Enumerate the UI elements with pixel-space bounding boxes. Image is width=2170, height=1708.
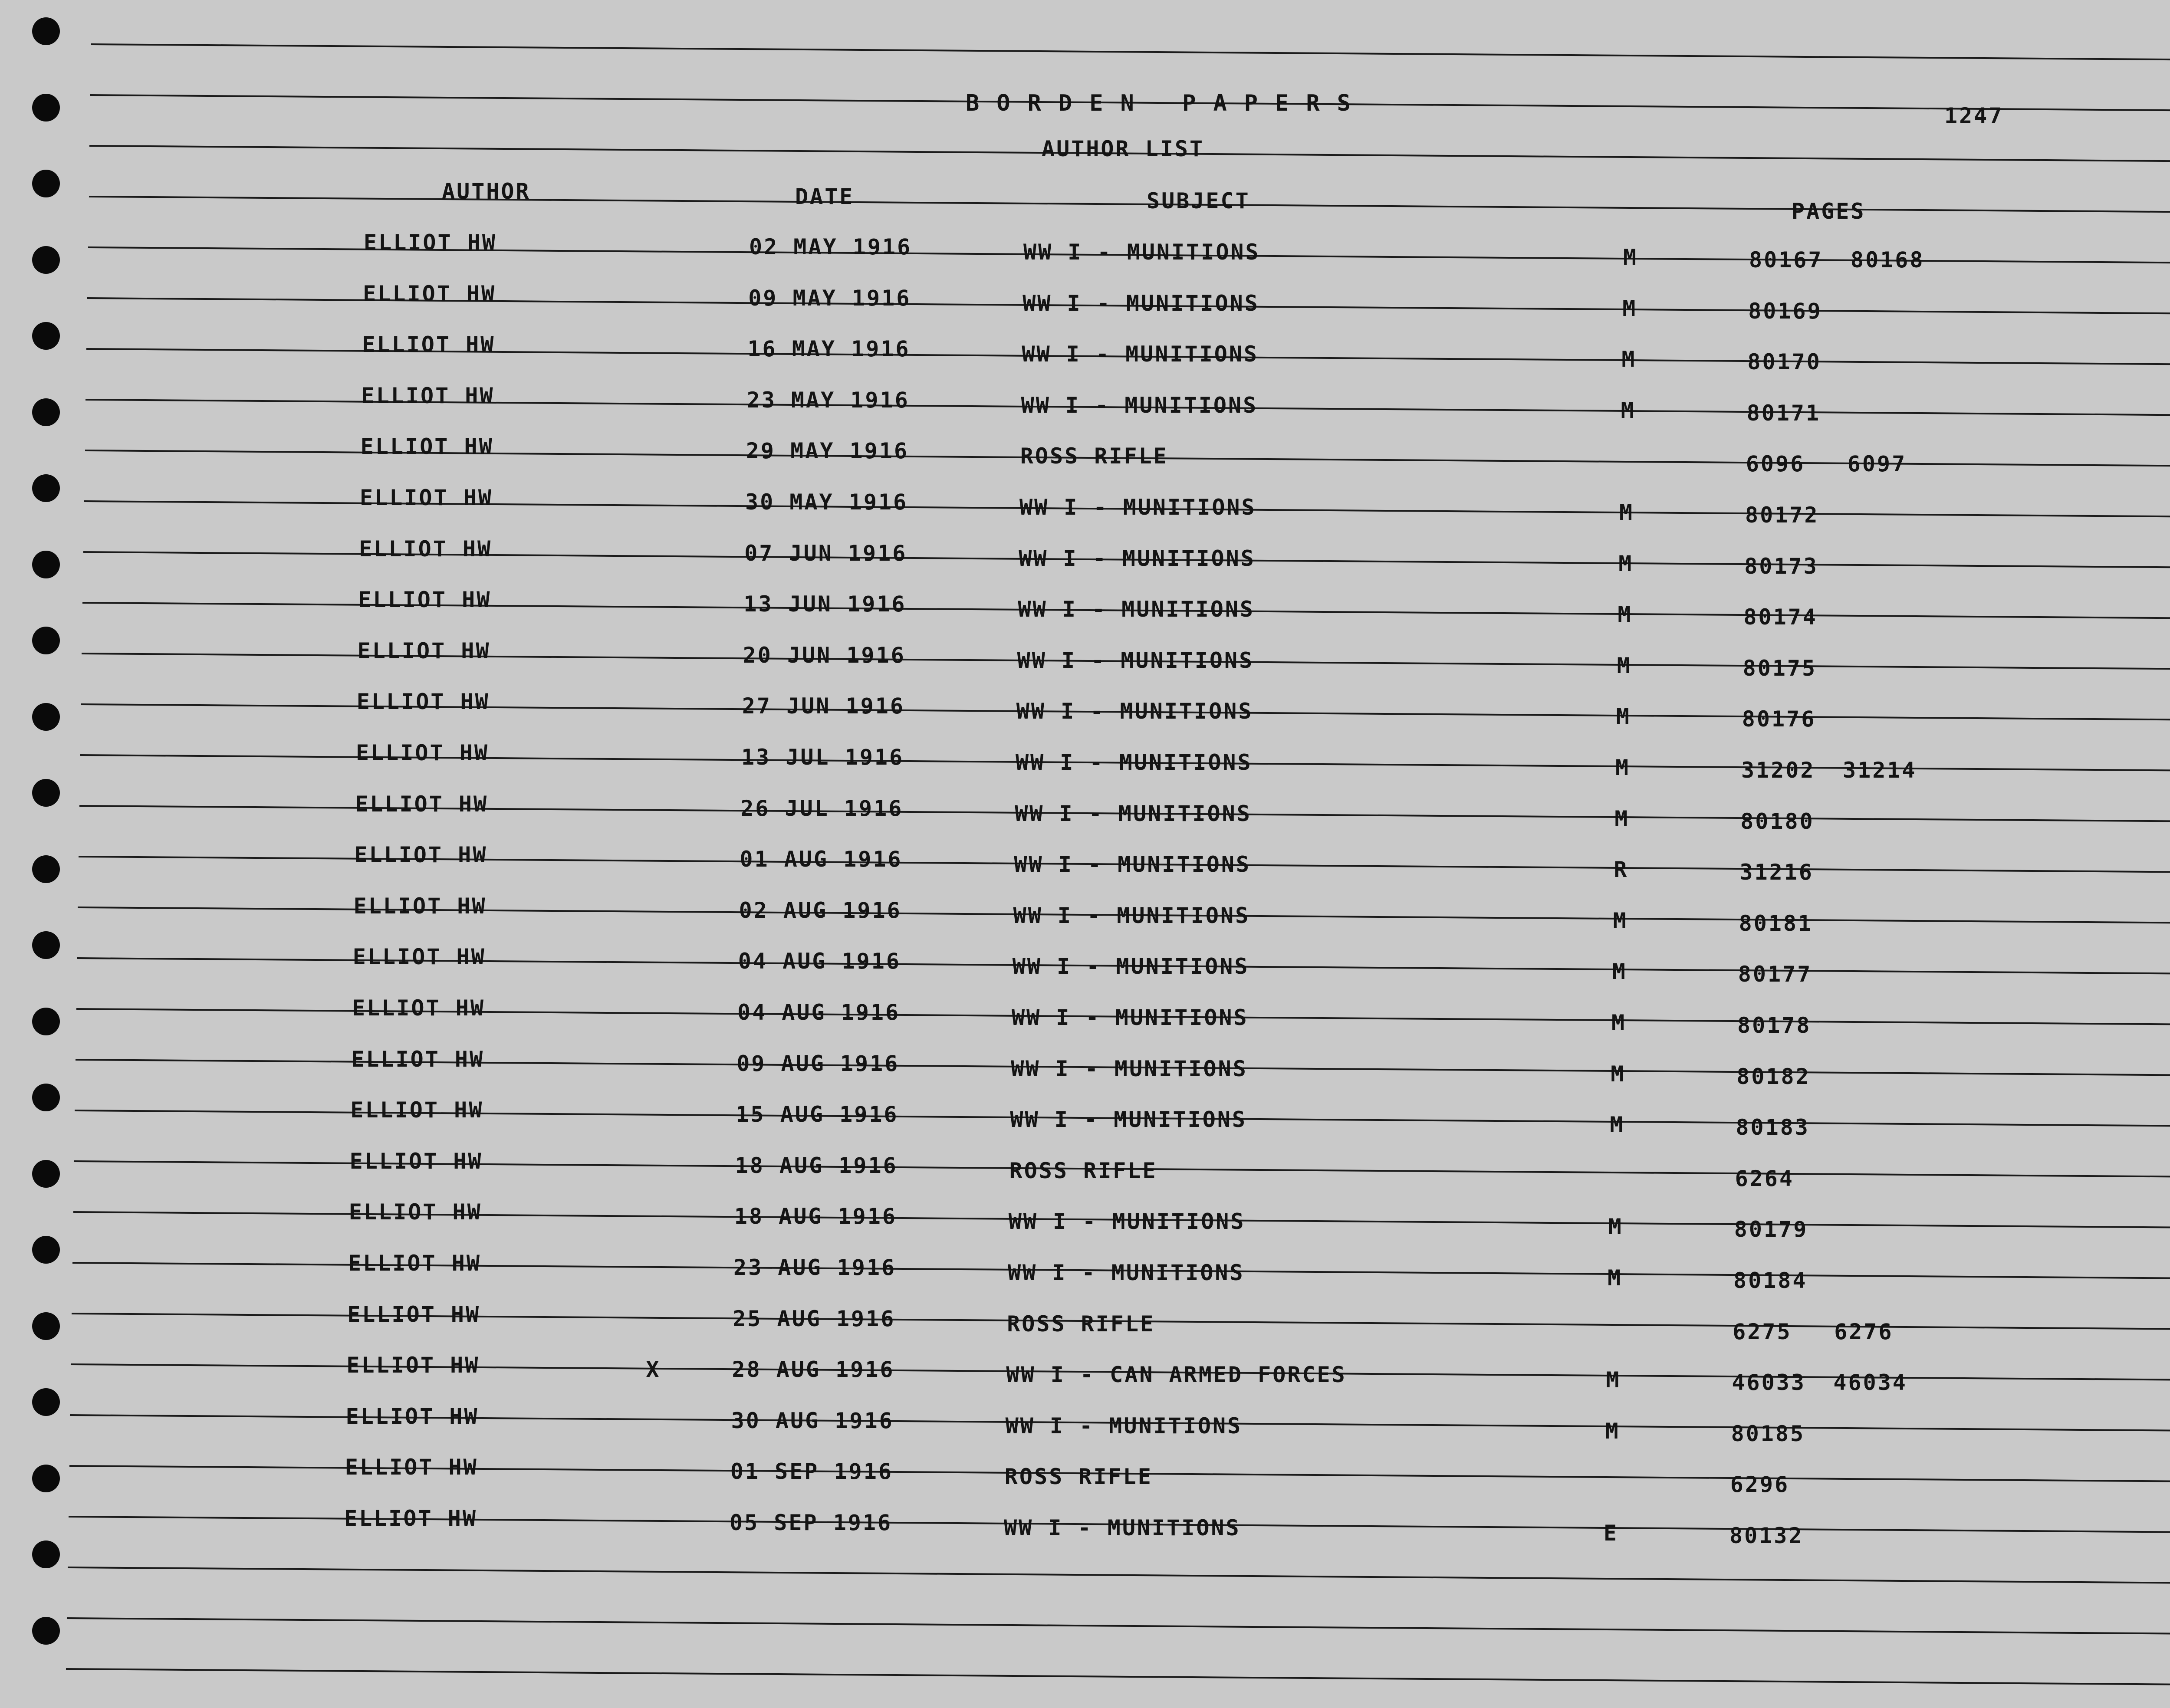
subject-cell: WW I - MUNITIONS <box>1012 1005 1249 1030</box>
date-cell: 23 MAY 1916 <box>746 387 910 413</box>
document-title: BORDEN PAPERS <box>966 90 1368 116</box>
page-start-cell: 80185 <box>1731 1421 1805 1446</box>
code-cell: M <box>1612 959 1627 985</box>
author-cell: ELLIOT HW <box>360 434 494 460</box>
subject-cell: WW I - MUNITIONS <box>1023 240 1260 265</box>
column-header-date: DATE <box>795 184 855 209</box>
author-cell: ELLIOT HW <box>348 1251 481 1276</box>
date-cell: 18 AUG 1916 <box>735 1153 898 1178</box>
author-cell: ELLIOT HW <box>357 638 491 663</box>
page-start-cell: 6096 <box>1746 451 1805 477</box>
code-cell: M <box>1619 500 1634 525</box>
feed-hole <box>32 398 60 426</box>
author-cell: ELLIOT HW <box>351 1046 485 1072</box>
ruled-line <box>66 1668 2170 1685</box>
page-end-cell: 31214 <box>1843 758 1917 783</box>
feed-hole <box>32 170 60 197</box>
author-cell: ELLIOT HW <box>345 1403 479 1429</box>
page-start-cell: 80132 <box>1729 1523 1804 1548</box>
subject-cell: WW I - MUNITIONS <box>1019 495 1256 520</box>
column-header-pages: PAGES <box>1792 199 1866 224</box>
code-cell: M <box>1611 1010 1627 1035</box>
feed-hole <box>32 322 60 350</box>
date-cell: 13 JUN 1916 <box>743 591 907 617</box>
feed-hole <box>32 703 60 731</box>
date-cell: 27 JUN 1916 <box>742 693 905 719</box>
page-start-cell: 31202 <box>1741 758 1815 783</box>
feed-hole <box>32 779 60 807</box>
page-start-cell: 6264 <box>1735 1166 1795 1191</box>
code-cell: M <box>1622 296 1637 321</box>
feed-hole <box>32 474 60 502</box>
author-cell: ELLIOT HW <box>359 536 493 562</box>
subject-cell: WW I - CAN ARMED FORCES <box>1006 1362 1347 1388</box>
subject-cell: WW I - MUNITIONS <box>1021 392 1258 418</box>
page-start-cell: 80176 <box>1742 706 1816 732</box>
feed-hole <box>32 246 60 274</box>
date-cell: 16 MAY 1916 <box>747 336 911 362</box>
page-start-cell: 80181 <box>1739 910 1813 936</box>
page-end-cell: 6097 <box>1847 451 1907 477</box>
feed-hole <box>32 855 60 883</box>
code-cell: R <box>1614 857 1629 883</box>
author-cell: ELLIOT HW <box>349 1199 482 1225</box>
feed-hole <box>32 1312 60 1340</box>
page-start-cell: 80183 <box>1736 1115 1810 1140</box>
subject-cell: WW I - MUNITIONS <box>1010 1107 1247 1133</box>
code-cell: M <box>1611 1061 1626 1087</box>
page-number: 1247 <box>1944 103 2004 128</box>
subject-cell: WW I - MUNITIONS <box>1017 647 1254 673</box>
author-cell: ELLIOT HW <box>352 944 486 970</box>
date-cell: 01 AUG 1916 <box>740 847 903 872</box>
author-cell: ELLIOT HW <box>358 587 492 613</box>
code-cell: M <box>1606 1367 1621 1393</box>
page-end-cell: 46034 <box>1833 1370 1907 1396</box>
date-cell: 30 MAY 1916 <box>745 489 908 515</box>
feed-hole <box>32 1236 60 1264</box>
page-start-cell: 80173 <box>1744 553 1818 579</box>
date-cell: 09 AUG 1916 <box>736 1051 900 1076</box>
date-cell: 01 SEP 1916 <box>730 1459 893 1485</box>
date-cell: 15 AUG 1916 <box>736 1102 899 1127</box>
code-cell: M <box>1608 1265 1623 1291</box>
page-start-cell: 80175 <box>1743 655 1817 681</box>
feed-hole <box>32 1084 60 1111</box>
page-start-cell: 80169 <box>1748 298 1822 324</box>
feed-hole <box>32 1388 60 1416</box>
code-cell: M <box>1610 1112 1625 1138</box>
subject-cell: WW I - MUNITIONS <box>1008 1209 1246 1235</box>
author-cell: ELLIOT HW <box>352 995 485 1021</box>
subject-cell: WW I - MUNITIONS <box>1008 1260 1245 1285</box>
date-cell: 04 AUG 1916 <box>737 1000 901 1025</box>
author-cell: ELLIOT HW <box>346 1353 480 1378</box>
date-cell: 29 MAY 1916 <box>746 438 909 464</box>
subject-cell: WW I - MUNITIONS <box>1022 342 1259 367</box>
subject-cell: ROSS RIFLE <box>1007 1311 1155 1337</box>
date-cell: 26 JUL 1916 <box>740 795 904 821</box>
feed-hole <box>32 17 60 45</box>
date-cell: 05 SEP 1916 <box>730 1510 893 1535</box>
feed-hole <box>32 94 60 122</box>
author-cell: ELLIOT HW <box>349 1148 483 1174</box>
subject-cell: WW I - MUNITIONS <box>1016 699 1253 724</box>
page-start-cell: 80170 <box>1747 349 1821 375</box>
author-cell: ELLIOT HW <box>350 1097 484 1123</box>
subject-cell: WW I - MUNITIONS <box>1019 545 1256 571</box>
code-cell: M <box>1621 397 1636 423</box>
date-cell: 30 AUG 1916 <box>731 1408 894 1433</box>
subject-cell: ROSS RIFLE <box>1009 1158 1157 1183</box>
date-cell: 04 AUG 1916 <box>738 949 901 974</box>
author-cell: ELLIOT HW <box>356 740 489 765</box>
subject-cell: WW I - MUNITIONS <box>1012 954 1249 979</box>
author-cell: ELLIOT HW <box>347 1301 481 1327</box>
author-cell: ELLIOT HW <box>354 842 488 868</box>
date-cell: 18 AUG 1916 <box>734 1204 897 1229</box>
date-cell: 07 JUN 1916 <box>744 540 907 566</box>
document-subtitle: AUTHOR LIST <box>1042 136 1205 161</box>
page-start-cell: 80182 <box>1736 1064 1811 1089</box>
feed-hole <box>32 1540 60 1568</box>
date-cell: 09 MAY 1916 <box>748 285 911 311</box>
feed-hole <box>32 1008 60 1035</box>
subject-cell: WW I - MUNITIONS <box>1023 290 1259 316</box>
code-cell: M <box>1608 1214 1623 1240</box>
feed-hole <box>32 1465 60 1492</box>
page-start-cell: 80178 <box>1737 1013 1812 1038</box>
subject-cell: WW I - MUNITIONS <box>1018 597 1255 622</box>
code-cell: M <box>1616 704 1631 729</box>
author-cell: ELLIOT HW <box>344 1506 477 1531</box>
feed-hole <box>32 931 60 959</box>
date-cell: 23 AUG 1916 <box>733 1255 897 1280</box>
page-start-cell: 80184 <box>1733 1268 1808 1293</box>
subject-cell: WW I - MUNITIONS <box>1004 1515 1241 1540</box>
code-cell: M <box>1623 245 1638 270</box>
code-cell: M <box>1605 1418 1620 1444</box>
page-end-cell: 80168 <box>1851 247 1925 273</box>
feed-hole <box>32 627 60 654</box>
page-end-cell: 6276 <box>1834 1319 1894 1344</box>
page-start-cell: 31216 <box>1739 860 1814 885</box>
author-cell: ELLIOT HW <box>362 332 496 358</box>
code-cell: M <box>1614 806 1630 831</box>
code-cell: M <box>1617 653 1632 678</box>
author-cell: ELLIOT HW <box>353 893 487 919</box>
flag-cell: X <box>646 1357 661 1383</box>
date-cell: 20 JUN 1916 <box>743 642 906 668</box>
code-cell: M <box>1618 551 1634 576</box>
ruled-line <box>68 1567 2170 1584</box>
date-cell: 02 MAY 1916 <box>749 234 912 259</box>
date-cell: 28 AUG 1916 <box>732 1357 895 1383</box>
page-start-cell: 80179 <box>1734 1217 1808 1242</box>
ruled-line <box>67 1617 2170 1635</box>
code-cell: M <box>1615 755 1631 780</box>
author-cell: ELLIOT HW <box>360 485 493 510</box>
date-cell: 13 JUL 1916 <box>741 745 904 770</box>
date-cell: 25 AUG 1916 <box>733 1306 896 1331</box>
page-start-cell: 6296 <box>1730 1472 1790 1498</box>
feed-hole <box>32 1160 60 1188</box>
subject-cell: ROSS RIFLE <box>1020 443 1168 469</box>
page-start-cell: 80180 <box>1740 808 1815 834</box>
subject-cell: WW I - MUNITIONS <box>1015 801 1252 826</box>
code-cell: M <box>1618 602 1633 627</box>
author-cell: ELLIOT HW <box>356 689 490 715</box>
subject-cell: WW I - MUNITIONS <box>1013 903 1250 928</box>
subject-cell: WW I - MUNITIONS <box>1016 750 1253 775</box>
date-cell: 02 AUG 1916 <box>739 897 902 923</box>
column-header-subject: SUBJECT <box>1147 188 1250 214</box>
column-header-author: AUTHOR <box>442 179 531 204</box>
code-cell: M <box>1621 347 1637 372</box>
author-cell: ELLIOT HW <box>361 383 495 408</box>
code-cell: M <box>1613 908 1628 933</box>
page-start-cell: 80167 <box>1749 247 1823 273</box>
author-cell: ELLIOT HW <box>363 281 496 306</box>
page-start-cell: 80172 <box>1745 503 1819 528</box>
author-cell: ELLIOT HW <box>355 791 489 817</box>
subject-cell: WW I - MUNITIONS <box>1011 1056 1248 1081</box>
feed-hole <box>32 1617 60 1645</box>
author-cell: ELLIOT HW <box>345 1455 478 1480</box>
page-start-cell: 80177 <box>1738 962 1812 987</box>
page-start-cell: 80174 <box>1743 604 1818 630</box>
subject-cell: WW I - MUNITIONS <box>1014 852 1251 877</box>
page-start-cell: 6275 <box>1733 1319 1792 1344</box>
author-cell: ELLIOT HW <box>364 230 497 255</box>
ruled-line <box>91 43 2170 61</box>
subject-cell: ROSS RIFLE <box>1004 1464 1153 1490</box>
feed-hole <box>32 551 60 578</box>
subject-cell: WW I - MUNITIONS <box>1005 1413 1243 1439</box>
code-cell: E <box>1604 1521 1619 1546</box>
page-start-cell: 46033 <box>1732 1370 1806 1396</box>
page-start-cell: 80171 <box>1746 400 1821 426</box>
